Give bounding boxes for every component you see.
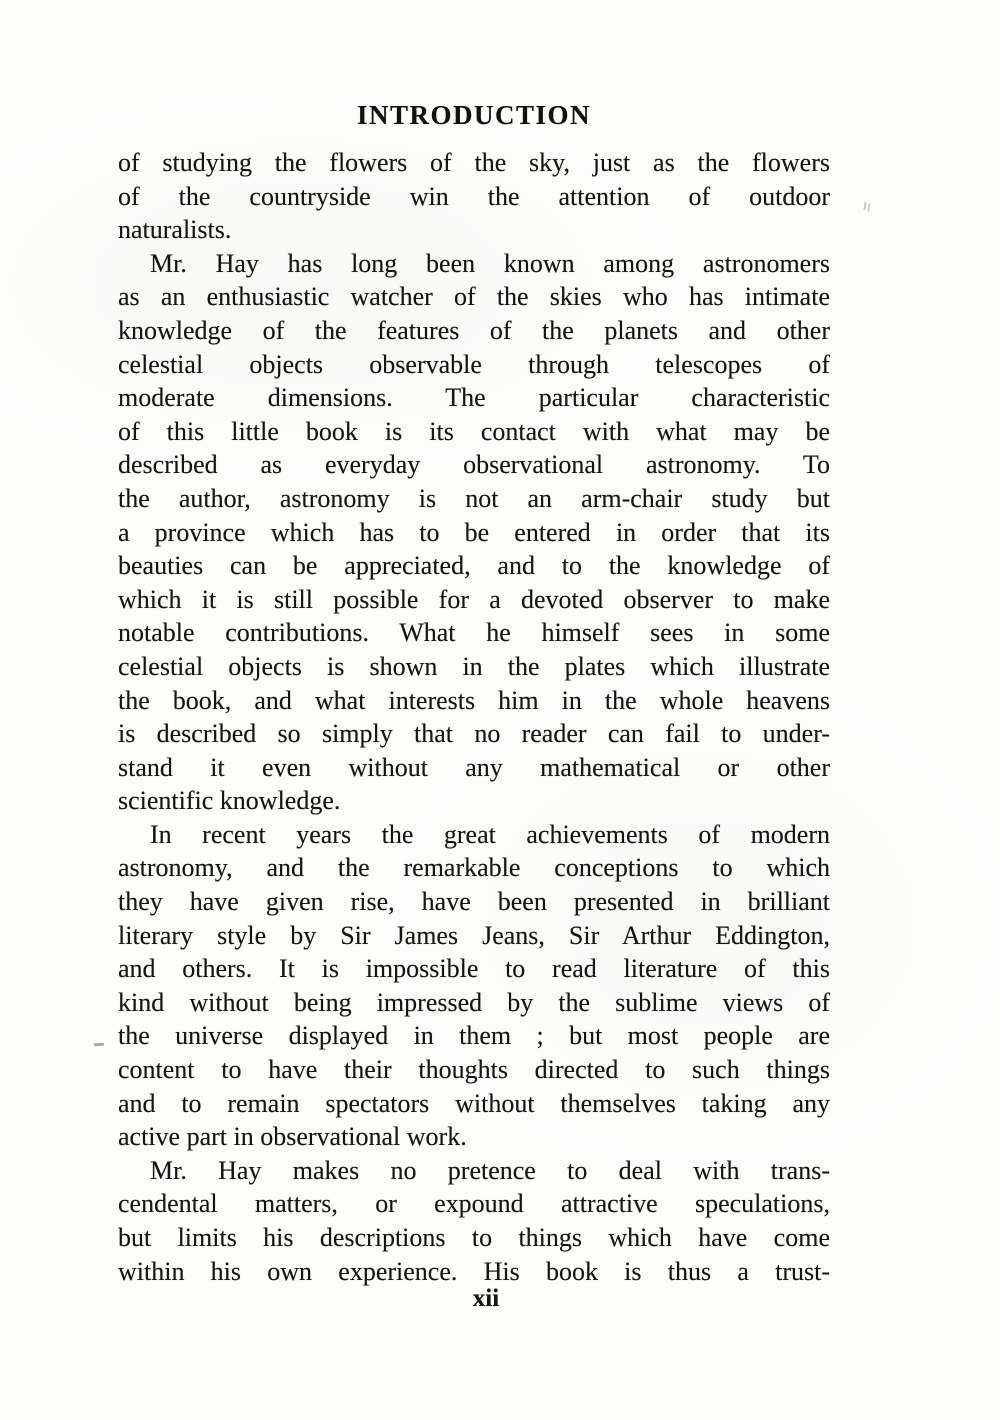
page-number: xii xyxy=(472,1285,500,1312)
page-heading: INTRODUCTION xyxy=(356,100,592,130)
paragraph xyxy=(118,247,830,818)
text-line: and others. It is impossible to read literature of this xyxy=(118,954,830,984)
text-line: moderate dimensions. The particular characteristic xyxy=(118,383,830,413)
text-line: kind without being impressed by the sublime views of xyxy=(118,987,830,1017)
text-line: of the countryside win the attention of outdoor xyxy=(118,181,830,211)
body-text xyxy=(118,146,830,1288)
text-line: and to remain spectators without themselves taking any xyxy=(118,1088,830,1118)
text-line: In recent years the great achievements of modern xyxy=(150,819,830,849)
text-line: literary style by Sir James Jeans, Sir Arthur Eddington, xyxy=(118,920,830,950)
text-line: cendental matters, or expound attractive speculations, xyxy=(118,1189,830,1219)
text-line: notable contributions. What he himself sees in some xyxy=(118,618,830,648)
text-line: of this little book is its contact with what may be xyxy=(118,416,830,446)
text-line: the universe displayed in them ; but most people are xyxy=(118,1021,830,1051)
text-line: the book, and what interests him in the whole heavens xyxy=(118,685,830,715)
text-line: content to have their thoughts directed to such things xyxy=(118,1055,830,1085)
scan-artifact-dash xyxy=(94,1043,104,1047)
paragraph xyxy=(118,146,830,247)
text-line: stand it even without any mathematical or other xyxy=(118,752,830,782)
text-line: is described so simply that no reader can fail to under- xyxy=(118,719,830,749)
text-line: they have given rise, have been presented in brilliant xyxy=(118,887,830,917)
text-line: Mr. Hay has long been known among astronomers xyxy=(150,248,830,278)
text-line: but limits his descriptions to things which have come xyxy=(118,1223,830,1252)
text-line: active part in observational work. xyxy=(118,1122,467,1152)
text-line: Mr. Hay makes no pretence to deal with trans- xyxy=(150,1155,830,1185)
text-line: astronomy, and the remarkable conceptions to which xyxy=(118,853,830,883)
paragraph xyxy=(118,1154,830,1288)
text-line: naturalists. xyxy=(118,215,232,245)
text-line: of studying the flowers of the sky, just as the flowers xyxy=(118,148,830,177)
text-line: described as everyday observational astronomy. To xyxy=(118,450,830,480)
text-line: a province which has to be entered in order that its xyxy=(118,517,830,547)
text-line: scientific knowledge. xyxy=(118,786,341,816)
text-line: within his own experience. His book is thus a trust- xyxy=(118,1256,830,1286)
text-line: knowledge of the features of the planets and other xyxy=(118,315,830,345)
paragraph xyxy=(118,818,830,1154)
text-line: beauties can be appreciated, and to the knowledge of xyxy=(118,551,830,581)
text-line: as an enthusiastic watcher of the skies who has intimate xyxy=(118,282,830,312)
text-line: which it is still possible for a devoted observer to make xyxy=(118,584,830,614)
text-line: the author, astronomy is not an arm-chair study but xyxy=(118,483,830,513)
text-line: celestial objects observable through telescopes of xyxy=(118,349,830,379)
scan-artifact-mark xyxy=(863,202,866,210)
text-line: celestial objects is shown in the plates which illustrate xyxy=(118,651,830,681)
